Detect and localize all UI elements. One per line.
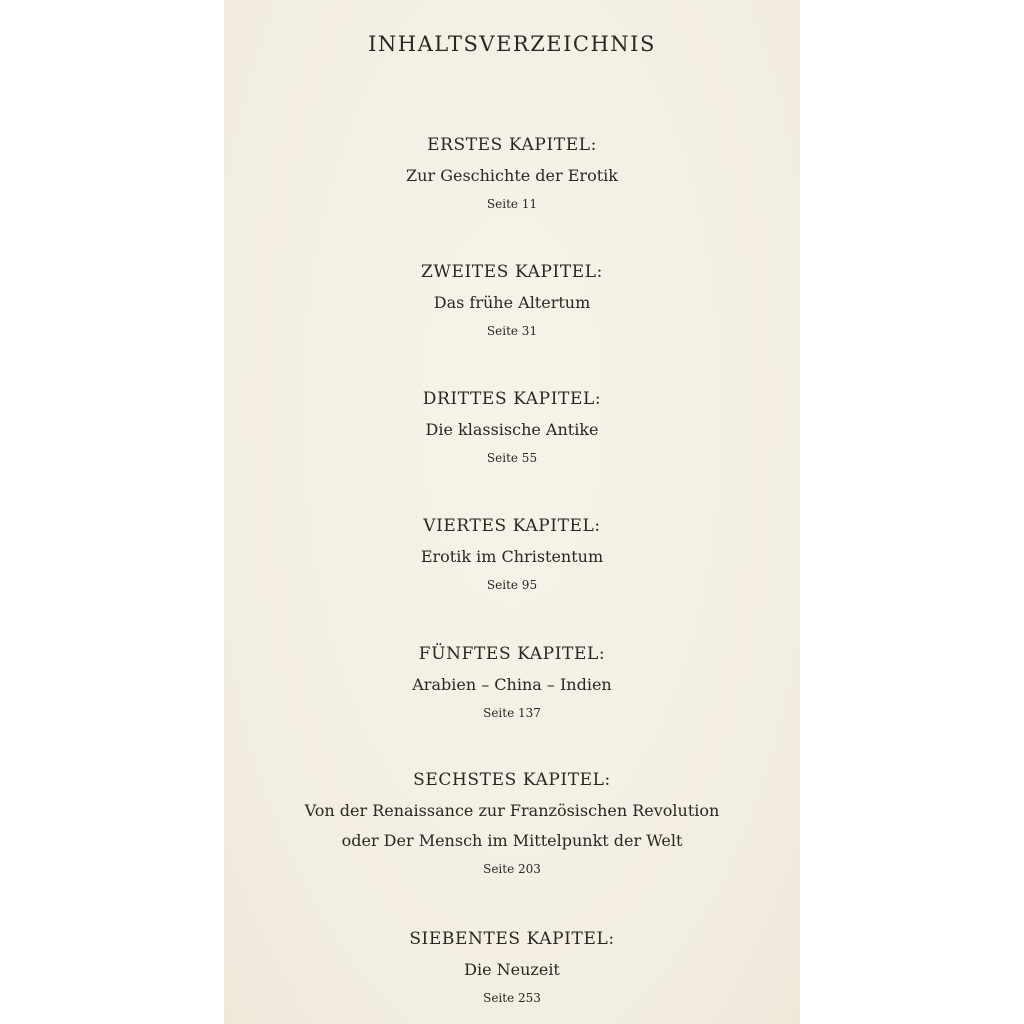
chapter-heading: SECHSTES KAPITEL: <box>413 770 611 790</box>
toc-entry-2 <box>224 261 800 339</box>
chapter-page-number: Seite 11 <box>486 197 538 211</box>
chapter-heading: VIERTES KAPITEL: <box>423 516 601 536</box>
chapter-page-number: Seite 203 <box>483 862 541 876</box>
toc-entry-3 <box>224 388 800 466</box>
chapter-heading: ZWEITES KAPITEL: <box>420 262 603 282</box>
chapter-subtitle: Die klassische Antike <box>425 420 599 439</box>
toc-entry-1 <box>224 134 800 212</box>
toc-entry-7 <box>224 928 800 1006</box>
toc-entry-4 <box>224 515 800 593</box>
chapter-subtitle: Von der Renaissance zur Französischen Revolution <box>304 801 720 820</box>
chapter-subtitle: Erotik im Christentum <box>420 547 604 566</box>
chapter-subtitle: Zur Geschichte der Erotik <box>406 166 618 185</box>
chapter-page-number: Seite 137 <box>483 706 541 720</box>
toc-entry-5 <box>224 643 800 721</box>
chapter-page-number: Seite 55 <box>486 451 538 465</box>
chapter-page-number: Seite 95 <box>486 578 538 592</box>
chapter-page-number: Seite 253 <box>483 991 541 1005</box>
chapter-heading: DRITTES KAPITEL: <box>422 389 602 409</box>
chapter-heading: ERSTES KAPITEL: <box>427 135 597 155</box>
chapter-subtitle-line-2: oder Der Mensch im Mittelpunkt der Welt <box>341 831 683 850</box>
chapter-heading: SIEBENTES KAPITEL: <box>409 929 615 949</box>
chapter-page-number: Seite 31 <box>486 324 538 338</box>
chapter-heading: FÜNFTES KAPITEL: <box>418 644 606 664</box>
chapter-subtitle: Arabien – China – Indien <box>412 675 612 694</box>
page-title: INHALTSVERZEICHNIS <box>368 32 656 56</box>
book-page <box>224 0 800 1024</box>
toc-entry-6 <box>224 769 800 877</box>
chapter-subtitle: Das frühe Altertum <box>433 293 591 312</box>
chapter-subtitle: Die Neuzeit <box>464 960 560 979</box>
